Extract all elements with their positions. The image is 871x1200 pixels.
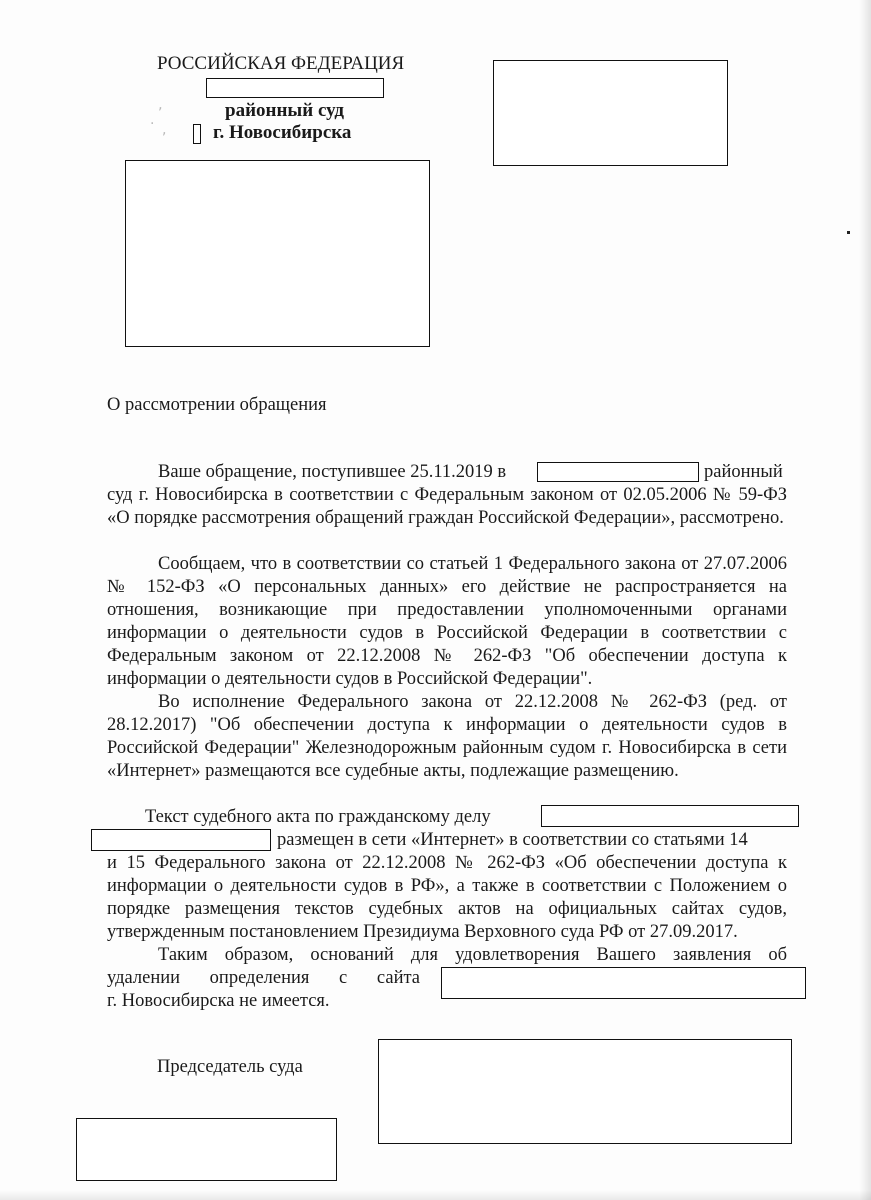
faint-stamp-mark: , [162,122,167,138]
header-city: г. Новосибирска [213,122,352,143]
faint-stamp-mark: ‚ [158,97,163,113]
paragraphs-2-3 [107,553,787,783]
scan-speck [847,231,850,234]
redacted-case-number [541,805,799,827]
faint-stamp-mark: · [150,116,155,132]
header-court-type: районный суд [225,100,345,121]
scan-edge-shadow [859,0,871,1200]
paragraph-5-line3: г. Новосибирска не имеется. [107,991,330,1011]
paragraph-3: Во исполнение Федерального закона от 22.12.2008 № 262-ФЗ (ред. от 28.12.2017) "Об обеспечении доступа к информации о деятельности судов в Российской Федерации" Железнодорожным районным судом г. Новосибирска в сети «Интернет» размещаются все судебные акты, подлежащие размещению. [107,692,787,781]
paragraph-4-line2: размещен в сети «Интернет» в соответствии со статьями 14 [277,830,748,850]
paragraph-2: Сообщаем, что в соответствии со статьей 1 Федерального закона от 27.07.2006 № 152-ФЗ «О персональных данных» его действие не распространяется на отношения, возникающие при предоставлении уполномоченными органами информации о деятельности судов в Российской Федерации в соответствии с Федеральным законом от 22.12.2008 № 262-ФЗ "Об обеспечении доступа к информации о деятельности судов в Российской Федерации". [107,554,787,689]
paragraph-1-rest [107,484,787,530]
paragraph-1-start: Ваше обращение, поступившее 25.11.2019 в [158,462,507,482]
paragraph-5-line1: Таким образом, оснований для удовлетворения Вашего заявления об [158,945,787,965]
paragraph-4-text: и 15 Федерального закона от 22.12.2008 № 262-ФЗ «Об обеспечении доступа к информации о деятельности судов в РФ», а также в соответствии с Положением о порядке размещения текстов судебных актов на официальных сайтах судов, утвержденным постановлением Президиума Верховного суда РФ от 27.09.2017. [107,853,787,942]
redacted-recipient-block [493,60,728,166]
letter-subject: О рассмотрении обращения [107,395,327,415]
paragraph-4-rest [107,852,787,944]
redacted-court-name [206,78,384,98]
header-country: РОССИЙСКАЯ ФЕДЕРАЦИЯ [157,53,405,74]
redacted-signature-block [378,1039,792,1144]
paragraph-1-text: суд г. Новосибирска в соответствии с Федеральным законом от 02.05.2006 № 59-ФЗ «О порядке рассмотрения обращений граждан Российской Федерации», рассмотрено. [107,485,787,528]
redacted-court-address-block [125,160,430,347]
scan-bottom-shadow [0,1190,871,1200]
paragraph-4-start: Текст судебного акта по гражданскому делу [145,807,491,827]
redacted-website [441,967,806,999]
paragraph-5-line2: удалении определения с сайта [107,968,420,988]
redacted-mark [193,124,201,144]
redacted-executor-block [76,1118,337,1181]
redacted-court-name-inline [537,462,699,482]
signature-title: Председатель суда [157,1057,303,1077]
paragraph-1-court: районный [704,462,783,482]
redacted-case-number-cont [91,829,271,851]
